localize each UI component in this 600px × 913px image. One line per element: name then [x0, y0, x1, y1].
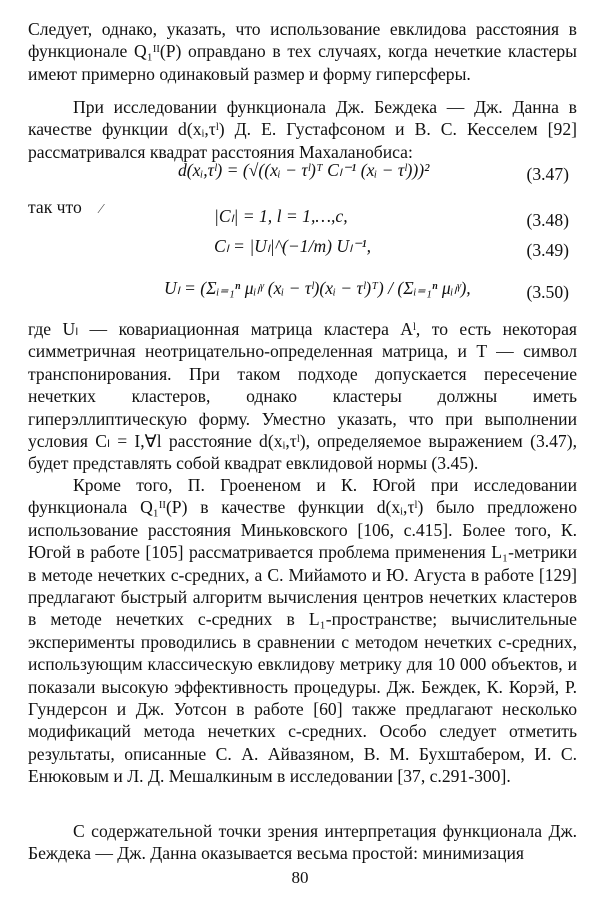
paragraph-4: где Uₗ — ковариационная матрица кластера Aˡ, то есть некоторая симметричная неотрицательно-определенная матрица, и T — символ транспонирования. При таком подходе допускается пересечение нечетких кластеров, однако кластеры должны иметь гиперэллиптическую форму. Уместно указать, что при выполнении условия Cₗ = I,∀l расстояние d(xᵢ,τˡ), определяемое выражением (3.47), будет представлять собой квадрат евклидовой нормы (3.45).	[28, 319, 577, 474]
equation-3-49-body: Cₗ = |Uₗ|^(−1/m) Uₗ⁻¹,	[214, 236, 372, 256]
equation-3-50	[28, 278, 577, 314]
equation-3-47-body: d(xᵢ,τˡ) = (√((xᵢ − τˡ)ᵀ Cₗ⁻¹ (xᵢ − τˡ)))²	[178, 160, 430, 180]
page-number: 80	[291, 868, 309, 887]
equation-3-47	[28, 160, 577, 196]
paragraph-6: С содержательной точки зрения интерпретация функционала Дж. Беждека — Дж. Данна оказывается весьма простой: минимизация	[28, 821, 577, 864]
equation-3-50-body: Uₗ = (Σᵢ₌₁ⁿ μᵢₗᵞ (xᵢ − τˡ)(xᵢ − τˡ)ᵀ) / (Σᵢ₌₁ⁿ μᵢₗᵞ),	[164, 278, 471, 298]
paragraph-1: Следует, однако, указать, что использование евклидова расстояния в функционале Q₁ᴵᴵ(P) оправдано в тех случаях, когда нечеткие кластеры имеют примерно одинаковый размер и форму гиперсферы.	[28, 19, 577, 84]
equation-3-48-number: (3.48)	[526, 210, 569, 230]
equation-3-50-number: (3.50)	[526, 282, 569, 302]
paragraph-5: Кроме того, П. Гроененом и К. Югой при исследовании функционала Q₁ᴵᴵ(P) в качестве функции d(xᵢ,τˡ) было предложено использование расстояния Миньковского [106, с.415]. Более того, К. Югой в работе [105] рассматривается проблема применения L₁-метрики в методе нечетких c-средних, а С. Мийамото и Ю. Агуста в работе [129] предлагают быстрый алгоритм вычисления центров нечетких кластеров в методе нечетких c-средних в L₁-пространстве; вычислительные эксперименты проводились в сравнении с методом нечетких c-средних, использующим классическую евклидову метрику для 10 000 объектов, и показали высокую эффективность процедуры. Дж. Беждек, К. Корэй, Р. Гундерсон и Дж. Уотсон в работе [60] также предлагают несколько модификаций метода нечетких c-средних. Особо следует отметить результаты, описанные С. А. Айвазяном, В. М. Бухштабером, И. С. Енюковым и Л. Д. Мешалкиным в исследовании [37, с.291-300].	[28, 475, 577, 787]
stray-mark: ⁄	[100, 202, 103, 217]
equation-3-48-body: |Cₗ| = 1, l = 1,…,c,	[214, 206, 348, 226]
equation-3-49	[28, 236, 577, 272]
equation-3-47-number: (3.47)	[526, 164, 569, 184]
equation-3-49-number: (3.49)	[526, 240, 569, 260]
paragraph-2: При исследовании функционала Дж. Беждека — Дж. Данна в качестве функции d(xᵢ,τˡ) Д. Е. Густафсоном и В. С. Кесселем [92] рассматривался квадрат расстояния Махаланобиса:	[28, 97, 577, 162]
paragraph-so-that: так что	[28, 197, 82, 217]
